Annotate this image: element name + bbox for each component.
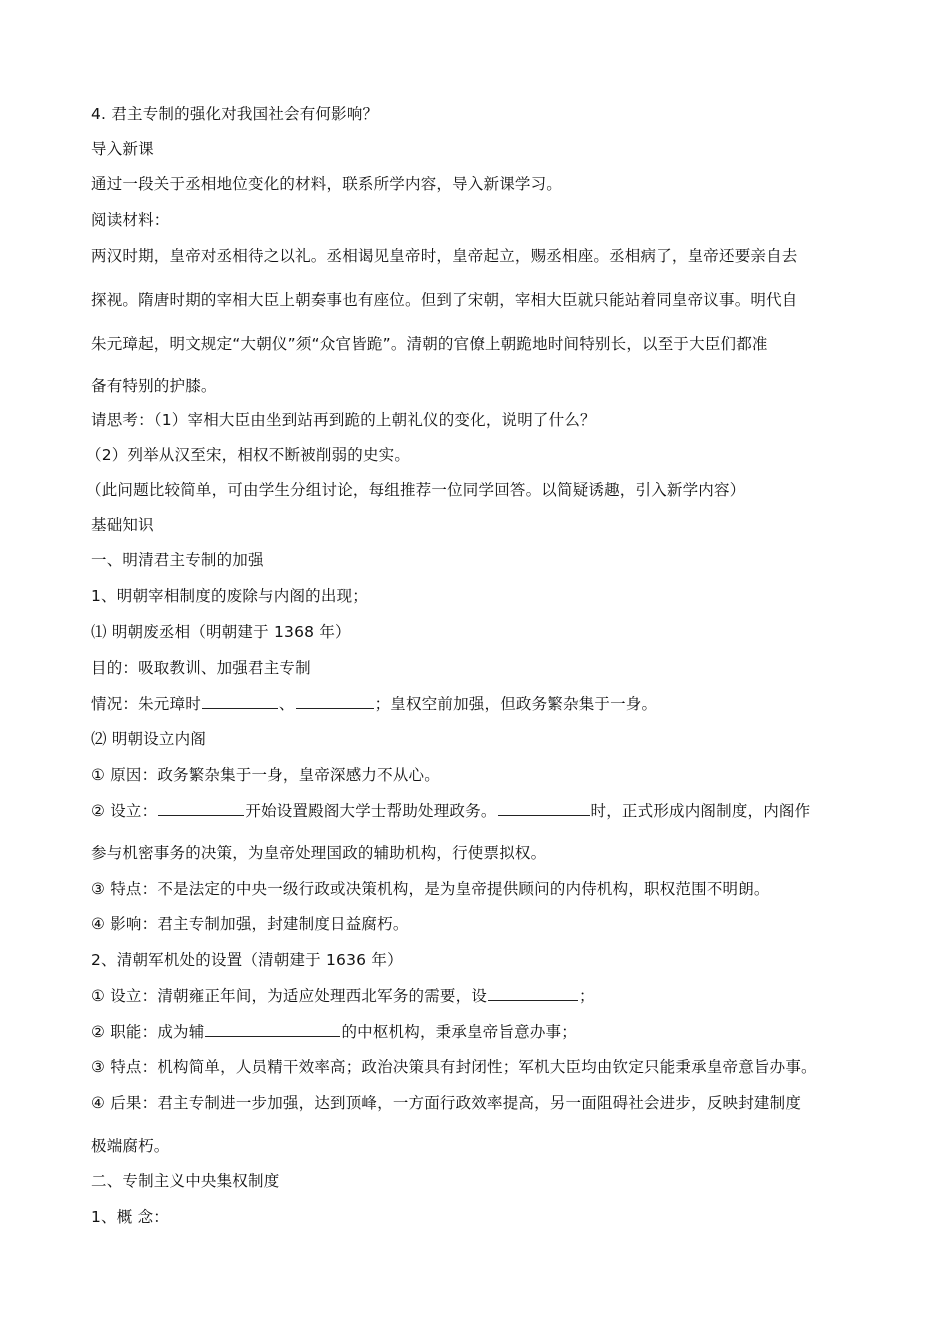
result-continuation: 极端腐朽。 (91, 1137, 170, 1155)
item-reason: ① 原因：政务繁杂集于一身，皇帝深感力不从心。 (91, 766, 440, 784)
item-neige: ⑵ 明朝设立内阁 (91, 730, 207, 748)
item-purpose: 目的：吸取教训、加强君主专制 (91, 659, 311, 677)
fill-blank[interactable] (205, 1021, 340, 1037)
fill-blank[interactable] (158, 800, 244, 816)
situation-text-a: 情况：朱元璋时 (91, 695, 201, 713)
item-feature: ③ 特点：不是法定的中央一级行政或决策机构，是为皇帝提供顾问的内侍机构，职权范围不明朗。 (91, 880, 770, 898)
establish-continuation: 参与机密事务的决策，为皇帝处理国政的辅助机构，行使票拟权。 (91, 844, 547, 862)
reading-paragraph-line: 朱元璋起，明文规定“大朝仪”须“众官皆跪”。清朝的官僚上朝跪地时间特别长，以至于大臣们都准 (91, 335, 768, 353)
subheading-1: 1、明朝宰相制度的废除与内阁的出现； (91, 587, 368, 605)
fill-blank[interactable] (202, 693, 278, 709)
reading-paragraph-line: 备有特别的护膝。 (91, 377, 217, 395)
item-establish (91, 800, 871, 821)
item-situation (91, 693, 871, 714)
item-jjc-function (91, 1021, 871, 1042)
jjc-text-a: ① 设立：清朝雍正年间，为适应处理西北军务的需要，设 (91, 987, 488, 1005)
item-jjc-establish (91, 985, 871, 1006)
section-intro-heading: 导入新课 (91, 140, 154, 158)
question-4: 4. 君主专制的强化对我国社会有何影响？ (91, 105, 379, 123)
heading-part-1: 一、明清君主专制的加强 (91, 551, 264, 569)
reading-paragraph-line: 探视。隋唐时期的宰相大臣上朝奏事也有座位。但到了宋朝，宰相大臣就只能站着同皇帝议事。明代自 (91, 291, 798, 309)
reading-label: 阅读材料： (91, 211, 170, 229)
intro-text: 通过一段关于丞相地位变化的材料，联系所学内容，导入新课学习。 (91, 175, 563, 193)
heading-part-2: 二、专制主义中央集权制度 (91, 1172, 280, 1190)
situation-text-c: ；皇权空前加强，但政务繁杂集于一身。 (374, 695, 658, 713)
establish-text-b: 开始设置殿阁大学士帮助处理政务。 (245, 802, 497, 820)
item-jjc-result: ④ 后果：君主专制进一步加强，达到顶峰，一方面行政效率提高，另一面阻碍社会进步，反映封建制度 (91, 1094, 802, 1112)
fill-blank[interactable] (488, 985, 578, 1001)
reading-paragraph-line: 两汉时期，皇帝对丞相待之以礼。丞相谒见皇帝时，皇帝起立，赐丞相座。丞相病了，皇帝还要亲自去 (91, 247, 798, 265)
concept-item: 1、概 念： (91, 1208, 169, 1226)
function-text-a: ② 职能：成为辅 (91, 1023, 205, 1041)
item-ming-abolish: ⑴ 明朝废丞相（明朝建于 1368 年） (91, 623, 351, 641)
think-question-1: 请思考：（1）宰相大臣由坐到站再到跪的上朝礼仪的变化，说明了什么？ (91, 411, 596, 429)
think-question-2: （2）列举从汉至宋，相权不断被削弱的史实。 (86, 446, 411, 464)
item-impact: ④ 影响：君主专制加强，封建制度日益腐朽。 (91, 915, 409, 933)
establish-text-c: 时，正式形成内阁制度，内阁作 (590, 802, 811, 820)
fill-blank[interactable] (498, 800, 590, 816)
jjc-text-b: ； (579, 987, 595, 1005)
fill-blank[interactable] (296, 693, 374, 709)
establish-text-a: ② 设立： (91, 802, 158, 820)
section-basics-heading: 基础知识 (91, 516, 154, 534)
item-jjc-feature: ③ 特点：机构简单，人员精干效率高；政治决策具有封闭性；军机大臣均由钦定只能秉承皇帝意旨办事。 (91, 1058, 817, 1076)
subheading-2: 2、清朝军机处的设置（清朝建于 1636 年） (91, 951, 403, 969)
teaching-note: （此问题比较简单，可由学生分组讨论，每组推荐一位同学回答。以简疑诱趣，引入新学内容） (86, 481, 746, 499)
function-text-b: 的中枢机构，秉承皇帝旨意办事； (341, 1023, 577, 1041)
situation-text-b: 、 (278, 695, 295, 713)
